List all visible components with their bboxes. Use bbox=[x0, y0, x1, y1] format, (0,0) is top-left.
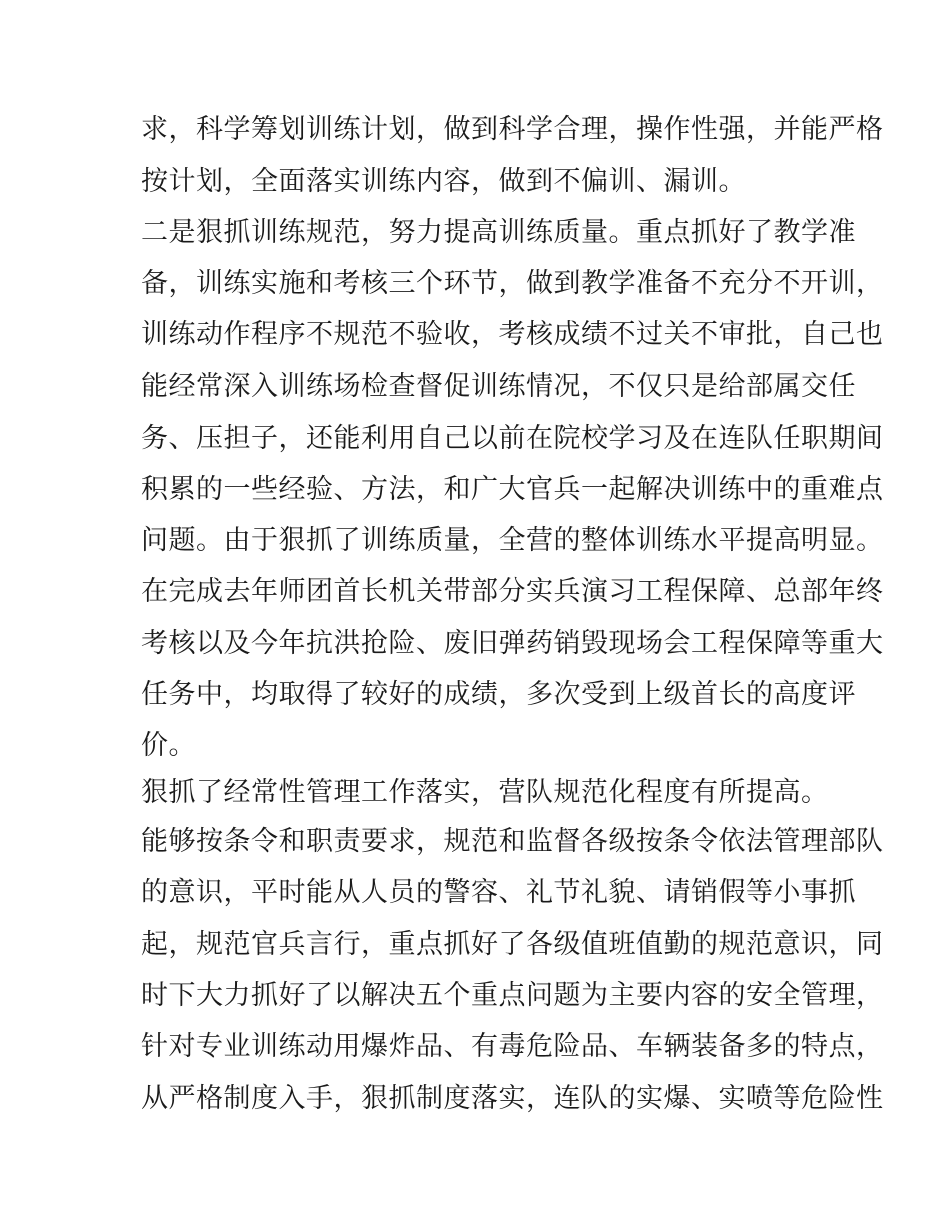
text-line: 能经常深入训练场检查督促训练情况，不仅只是给部属交任 bbox=[141, 371, 856, 402]
text-line: 务、压担子，还能利用自己以前在院校学习及在连队任职期间 bbox=[141, 423, 884, 454]
text-line: 考核以及今年抗洪抢险、废旧弹药销毁现场会工程保障等重大 bbox=[141, 628, 884, 659]
text-line: 时下大力抓好了以解决五个重点问题为主要内容的安全管理， bbox=[141, 980, 884, 1011]
text-line: 在完成去年师团首长机关带部分实兵演习工程保障、总部年终 bbox=[141, 576, 884, 607]
text-line: 能够按条令和职责要求，规范和监督各级按条令依法管理部队 bbox=[141, 826, 884, 857]
text-line: 备，训练实施和考核三个环节，做到教学准备不充分不开训， bbox=[141, 268, 884, 299]
text-line: 按计划，全面落实训练内容，做到不偏训、漏训。 bbox=[141, 166, 746, 197]
text-line: 的意识，平时能从人员的警容、礼节礼貌、请销假等小事抓 bbox=[141, 877, 856, 908]
text-line: 二是狠抓训练规范，努力提高训练质量。重点抓好了教学准 bbox=[141, 217, 856, 248]
text-line: 起，规范官兵言行，重点抓好了各级值班值勤的规范意识，同 bbox=[141, 929, 884, 960]
text-line: 价。 bbox=[141, 730, 196, 761]
text-line: 任务中，均取得了较好的成绩，多次受到上级首长的高度评 bbox=[141, 679, 856, 710]
text-line: 问题。由于狠抓了训练质量，全营的整体训练水平提高明显。 bbox=[141, 525, 884, 556]
text-line: 从严格制度入手，狠抓制度落实，连队的实爆、实喷等危险性 bbox=[141, 1083, 884, 1114]
text-line: 狠抓了经常性管理工作落实，营队规范化程度有所提高。 bbox=[141, 777, 829, 808]
text-line: 求，科学筹划训练计划，做到科学合理，操作性强，并能严格 bbox=[141, 114, 884, 145]
text-line: 针对专业训练动用爆炸品、有毒危险品、车辆装备多的特点， bbox=[141, 1031, 884, 1062]
text-line: 积累的一些经验、方法，和广大官兵一起解决训练中的重难点 bbox=[141, 474, 884, 505]
text-line: 训练动作程序不规范不验收，考核成绩不过关不审批，自己也 bbox=[141, 319, 884, 350]
